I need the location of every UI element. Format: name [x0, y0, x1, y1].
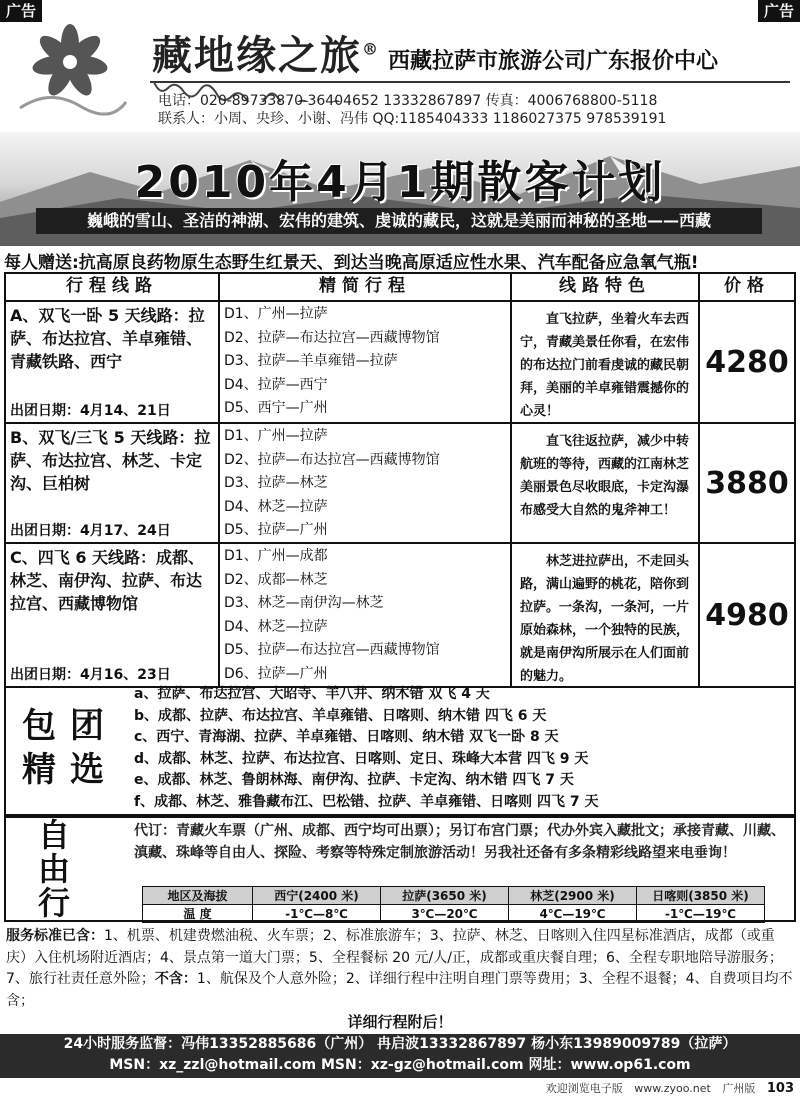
welcome-text: 欢迎浏览电子版	[545, 1082, 623, 1095]
excluded-label: 不含：	[154, 971, 197, 987]
ad-label-left: 广告	[0, 0, 42, 22]
day-item: D5、拉萨—布达拉宫—西藏博物馆	[224, 642, 440, 659]
day-item: D3、林芝—南伊沟—林芝	[224, 595, 384, 612]
weather-temp: -1℃—19℃	[637, 905, 765, 923]
package-item: c、西宁、青海湖、拉萨、羊卓雍错、日喀则、纳木错 双飞一卧 8 天	[134, 729, 559, 745]
route-price: 3880	[705, 465, 789, 501]
route-price: 4280	[705, 344, 789, 380]
route-cell	[6, 424, 220, 542]
weather-table	[142, 886, 765, 923]
agency-name: 西藏拉萨市旅游公司广东报价中心	[388, 49, 719, 74]
itinerary-days	[220, 544, 512, 686]
package-item: e、成都、林芝、鲁朗林海、南伊沟、拉萨、卡定沟、纳木错 四飞 7 天	[134, 772, 574, 788]
route-row-a	[6, 300, 794, 422]
day-item: D2、拉萨—布达拉宫—西藏博物馆	[224, 329, 440, 346]
route-title: C、四飞 6 天线路：成都、林芝、南伊沟、拉萨、布达拉宫、西藏博物馆	[10, 548, 205, 613]
route-title: A、双飞一卧 5 天线路：拉萨、布达拉宫、羊卓雍错、青藏铁路、西宁	[10, 306, 205, 371]
depart-dates: 出团日期：4月17、24日	[10, 523, 171, 539]
day-item: D2、拉萨—布达拉宫—西藏博物馆	[224, 451, 440, 468]
day-item: D4、林芝—拉萨	[224, 498, 328, 515]
route-cell	[6, 302, 220, 422]
day-item: D4、林芝—拉萨	[224, 618, 328, 635]
header-route: 行程线路	[6, 274, 220, 300]
weather-row-place	[143, 887, 765, 905]
weather-label: 温 度	[143, 905, 253, 923]
gift-line: 每人赠送:抗高原良药物原生态野生红景天、到达当晚高原适应性水果、汽车配备应急氧气瓶!	[4, 253, 699, 273]
depart-dates: 出团日期：4月14、21日	[10, 403, 171, 419]
slogan-strip: 巍峨的雪山、圣洁的神湖、宏伟的建筑、虔诚的藏民，这就是美丽而神秘的圣地——西藏	[36, 208, 762, 234]
hotline: 24小时服务监督：冯伟13352885686（广州） 冉启波13332867897 杨小东13989009789（拉萨）	[63, 1036, 737, 1052]
title-banner	[0, 132, 800, 246]
weather-temp: 3℃—20℃	[381, 905, 509, 923]
day-item: D4、拉萨—西宁	[224, 376, 328, 393]
route-feature: 直飞往返拉萨，减少中转航班的等待，西藏的江南林芝美丽景色尽收眼底，卡定沟瀑布感受大自然的鬼斧神工！	[512, 424, 700, 542]
weather-place: 拉萨(3650 米)	[381, 887, 509, 905]
route-feature: 直飞拉萨，坐着火车去西宁，青藏美景任你看，在宏伟的布达拉门前看虔诚的藏民朝拜，美丽的羊卓雍错震撼你的心灵！	[512, 302, 700, 422]
header	[0, 22, 800, 130]
package-list	[134, 682, 794, 814]
ad-label-right: 广告	[758, 0, 800, 22]
day-item: D5、西宁—广州	[224, 400, 328, 417]
msn-website: MSN：xz_zzl@hotmail.com MSN：xz-gz@hotmail.com 网址：www.op61.com	[109, 1057, 691, 1073]
route-feature: 林芝进拉萨出，不走回头路，满山遍野的桃花，陪你到拉萨。一条沟，一条河，一片原始森林，一个独特的民族，就是南伊沟所展示在人们面前的魅力。	[512, 544, 700, 686]
flower-logo-icon	[10, 22, 130, 122]
day-item: D5、拉萨—广州	[224, 522, 328, 539]
header-itinerary: 精简行程	[220, 274, 512, 300]
group-packages	[4, 682, 796, 816]
weather-place: 日喀则(3850 米)	[637, 887, 765, 905]
included-text: 1、机票、机建费燃油税、火车票；2、标准旅游车；3、拉萨、林芝、日喀则入住四星标准酒店，成都（或重庆）入住机场附近酒店；4、景点第一道大门票；5、全程餐标 20 元/人/正，成都或重庆餐自理；6、全程专职地陪导游服务；7、旅行社责任意外险；	[6, 928, 783, 987]
itinerary-days	[220, 302, 512, 422]
brand-name: 藏地缘之旅®	[152, 32, 380, 79]
weather-place: 林芝(2900 米)	[509, 887, 637, 905]
route-cell	[6, 544, 220, 686]
route-row-c	[6, 542, 794, 686]
phone-line: 电话：020-89733870 36404652 13332867897 传真：4006768800-5118	[158, 93, 658, 109]
self-guided-section	[4, 816, 796, 922]
day-item: D1、广州—拉萨	[224, 428, 328, 444]
contact-line: 联系人：小周、央珍、小谢、冯伟 QQ:1185404333 1186027375 978539191	[158, 111, 667, 127]
weather-place: 西宁(2400 米)	[253, 887, 381, 905]
route-table	[4, 272, 796, 688]
day-item: D1、广州—成都	[224, 548, 328, 564]
day-item: D2、成都—林芝	[224, 571, 328, 588]
day-item: D3、拉萨—林芝	[224, 475, 328, 492]
day-item: D1、广州—拉萨	[224, 306, 328, 322]
day-item: D6、拉萨—广州	[224, 665, 328, 682]
route-title: B、双飞/三飞 5 天线路：拉萨、布达拉宫、林芝、卡定沟、巨柏树	[10, 428, 211, 493]
page-number: 103	[766, 1081, 794, 1096]
table-header	[6, 274, 794, 300]
self-guided-label: 自 由 行	[37, 816, 70, 922]
edition-label: 广州版	[722, 1082, 756, 1095]
header-features: 线路特色	[512, 274, 700, 300]
route-row-b	[6, 422, 794, 542]
footer-bar	[0, 1034, 800, 1078]
weather-temp: 4℃—19℃	[509, 905, 637, 923]
packages-label: 包团 精选	[22, 706, 118, 790]
issue-title: 2010年4月1期散客计划	[134, 157, 666, 208]
self-guided-text: 代订：青藏火车票（广州、成都、西宁均可出票）；另订布宫门票；代办外宾入藏批文；承接青藏、川藏、滇藏、珠峰等自由人、探险、考察等特殊定制旅游活动！另我社还备有多条精彩线路望来电垂询！	[134, 823, 785, 861]
route-price: 4980	[705, 597, 789, 633]
included-label: 服务标准已含：	[6, 928, 104, 944]
excluded-text: 1、航保及个人意外险；2、详细行程中注明自理门票等费用；3、全程不退餐；4、自费项目均不含；	[6, 971, 793, 1009]
depart-dates: 出团日期：4月16、23日	[10, 667, 171, 683]
page-footer	[538, 1080, 794, 1096]
header-price: 价格	[724, 276, 770, 296]
package-item: f、成都、林芝、雅鲁藏布江、巴松错、拉萨、羊卓雍错、日喀则 四飞 7 天	[134, 793, 599, 810]
weather-label: 地区及海拔	[143, 887, 253, 905]
weather-row-temp	[143, 905, 765, 923]
service-standards	[6, 926, 794, 1034]
itinerary-days	[220, 424, 512, 542]
package-item: b、成都、拉萨、布达拉宫、羊卓雍错、日喀则、纳木错 四飞 6 天	[134, 707, 547, 724]
site-link[interactable]: www.zyoo.net	[634, 1082, 711, 1095]
package-item: d、成都、林芝、拉萨、布达拉宫、日喀则、定日、珠峰大本营 四飞 9 天	[134, 750, 589, 767]
package-item: a、拉萨、布达拉宫、大昭寺、羊八井、纳木错 双飞 4 天	[134, 686, 490, 702]
day-item: D3、拉萨—羊卓雍错—拉萨	[224, 353, 398, 370]
weather-temp: -1℃—8℃	[253, 905, 381, 923]
details-note: 详细行程附后！	[347, 1013, 453, 1031]
